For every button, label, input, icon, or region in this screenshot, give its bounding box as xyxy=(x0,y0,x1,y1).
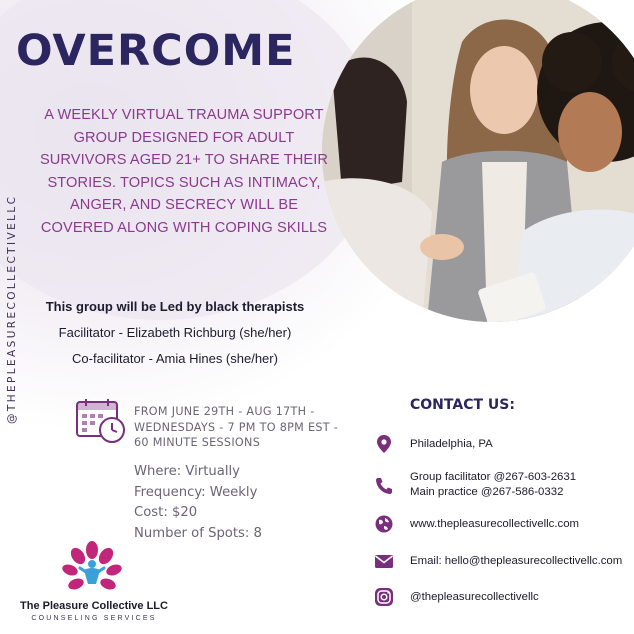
contact-website xyxy=(374,514,579,534)
instagram-icon xyxy=(374,587,394,607)
facilitator-line: Facilitator - Elizabeth Richburg (she/her) xyxy=(58,325,292,340)
group-details xyxy=(134,462,262,544)
detail-where: Where: Virtually xyxy=(134,464,240,479)
logo-name: The Pleasure Collective LLC xyxy=(20,600,168,612)
brand-logo xyxy=(14,540,174,630)
phone-icon xyxy=(374,476,394,496)
leaders-heading: This group will be Led by black therapists xyxy=(45,299,305,314)
leaders-section xyxy=(20,294,330,372)
logo-tagline: COUNSELING SERVICES xyxy=(31,615,157,622)
schedule-text xyxy=(134,404,374,451)
contact-location xyxy=(374,434,493,454)
contact-email xyxy=(374,551,622,571)
location-pin-icon xyxy=(374,434,394,454)
detail-spots: Number of Spots: 8 xyxy=(134,525,262,541)
contact-heading: CONTACT US: xyxy=(410,397,515,413)
email-link[interactable]: Email: hello@thepleasurecollectivellc.com xyxy=(410,555,623,567)
contact-instagram xyxy=(374,587,539,607)
schedule-dates: FROM JUNE 29TH - AUG 17TH - xyxy=(134,405,315,418)
schedule-time: WEDNESDAYS - 7 PM TO 8PM EST - xyxy=(134,420,339,434)
instagram-handle-link[interactable]: @thepleasurecollectivellc xyxy=(410,591,539,603)
phone-group-facilitator[interactable]: Group facilitator @267-603-2631 xyxy=(410,471,577,483)
vertical-social-handle: @THEPLEASURECOLLECTIVELLC xyxy=(6,194,18,424)
page-title: OVERCOME xyxy=(16,26,296,76)
contact-phones xyxy=(374,470,576,500)
detail-cost: Cost: $20 xyxy=(134,505,198,520)
phone-main-practice[interactable]: Main practice @267-586-0332 xyxy=(410,486,564,498)
lotus-figure-logo-mark xyxy=(62,540,122,596)
globe-icon xyxy=(374,514,394,534)
co-facilitator-line: Co-facilitator - Amia Hines (she/her) xyxy=(72,351,278,366)
schedule-length: 60 MINUTE SESSIONS xyxy=(134,436,261,449)
detail-frequency: Frequency: Weekly xyxy=(134,484,258,500)
website-link[interactable]: www.thepleasurecollectivellc.com xyxy=(410,518,580,530)
phone-text xyxy=(410,470,576,500)
location-text: Philadelphia, PA xyxy=(410,438,493,450)
envelope-icon xyxy=(374,551,394,571)
calendar-clock-icon xyxy=(76,398,126,444)
group-description: A WEEKLY VIRTUAL TRAUMA SUPPORT GROUP DESIGNED FOR ADULT SURVIVORS AGED 21+ TO SHARE THEIR STORIES. TOPICS SUCH AS INTIMACY, ANGER, AND SECRECY WILL BE COVERED ALONG WITH COPING SKILLS xyxy=(39,107,329,236)
